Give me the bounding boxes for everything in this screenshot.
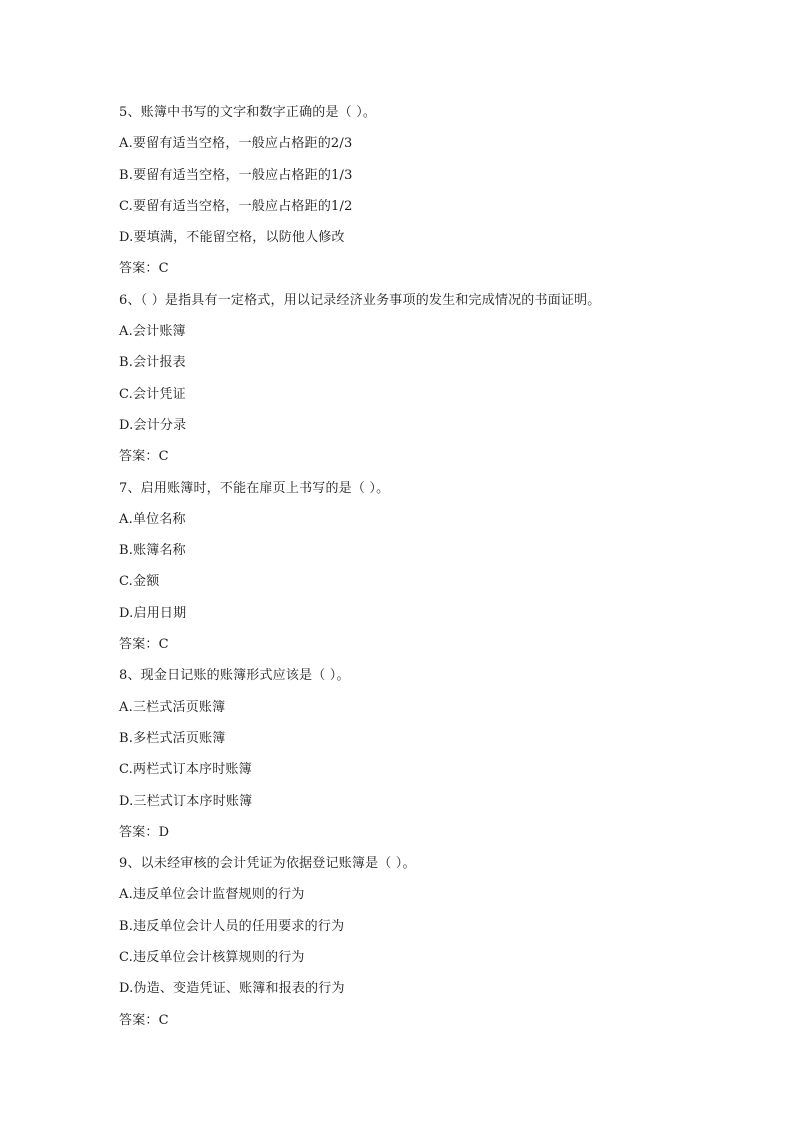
option-c: C.会计凭证: [119, 386, 186, 402]
question-stem: 8、现金日记账的账簿形式应该是（ ）。: [119, 668, 350, 684]
option-a: A.要留有适当空格，一般应占格距的2/3: [119, 136, 353, 152]
question-stem: 5、账簿中书写的文字和数字正确的是（ ）。: [119, 105, 377, 120]
question-7: [119, 473, 719, 661]
option-b: B.多栏式活页账簿: [119, 730, 226, 746]
option-d: D.启用日期: [119, 605, 187, 621]
option-b: B.违反单位会计人员的任用要求的行为: [119, 918, 345, 934]
answer: 答案：C: [119, 261, 169, 277]
question-list: [119, 97, 719, 1036]
question-stem: 7、启用账簿时，不能在扉页上书写的是（ ）。: [119, 480, 390, 496]
option-d: D.三栏式订本序时账簿: [119, 793, 253, 809]
question-9: [119, 848, 719, 1036]
question-8: [119, 660, 719, 848]
option-c: C.违反单位会计核算规则的行为: [119, 950, 305, 966]
option-d: D.要填满，不能留空格，以防他人修改: [119, 230, 345, 246]
option-c: C.要留有适当空格，一般应占格距的1/2: [119, 198, 353, 214]
question-stem: 9、以未经审核的会计凭证为依据登记账簿是（ ）。: [119, 856, 416, 872]
option-a: A.三栏式活页账簿: [119, 699, 226, 715]
option-a: A.违反单位会计监督规则的行为: [119, 887, 305, 903]
option-a: A.单位名称: [119, 511, 186, 527]
answer: 答案：D: [119, 824, 170, 840]
option-b: B.账簿名称: [119, 543, 186, 559]
option-a: A.会计账簿: [119, 324, 186, 340]
answer: 答案：C: [119, 449, 169, 465]
option-b: B.要留有适当空格，一般应占格距的1/3: [119, 167, 353, 183]
answer: 答案：C: [119, 1012, 169, 1028]
answer: 答案：C: [119, 637, 169, 653]
option-c: C.两栏式订本序时账簿: [119, 762, 252, 778]
question-5: [119, 97, 719, 285]
option-d: D.会计分录: [119, 417, 187, 433]
question-stem: 6、（ ）是指具有一定格式，用以记录经济业务事项的发生和完成情况的书面证明。: [119, 292, 601, 308]
question-6: [119, 285, 719, 473]
option-b: B.会计报表: [119, 355, 186, 371]
option-c: C.金额: [119, 574, 160, 590]
option-d: D.伪造、变造凭证、账簿和报表的行为: [119, 981, 345, 997]
